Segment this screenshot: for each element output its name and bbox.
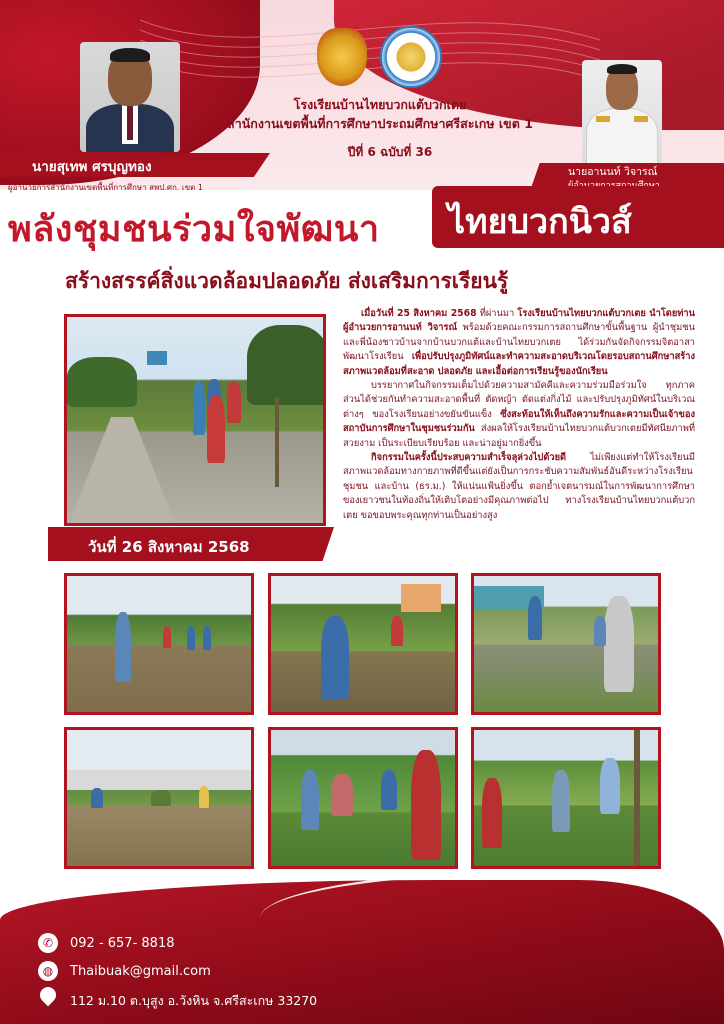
school-name-line1: โรงเรียนบ้านไทยบวกแต้บวกเตย bbox=[293, 97, 467, 112]
article-bold: เพื่อปรับปรุงภูมิทัศน์และทำความสะอาดบริเวณโดยรอบสถานศึกษาสร้างสภาพแวดล้อมที่สะอาด ปลอดภัย และเอื้อต่อการเรียนรู้ของนักเรียน bbox=[343, 351, 695, 377]
article-text: ที่ผ่านมา bbox=[476, 308, 518, 319]
phone-icon: ✆ bbox=[38, 933, 58, 953]
article-text: บรรยากาศในกิจกรรมเต็มไปด้วยความสามัคคีและความร่วมมือร่วมใจ ทุกภาคส่วนได้ช่วยกันทำความสะอาดพื้นที่ ตัดหญ้า ตัดแต่งกิ่งไม้ และปรับปรุงภูมิทัศน์ในบริเวณต่างๆ ของโรงเรียนอย่างขยันขันแข็ง bbox=[343, 380, 695, 420]
article-date-bold: เมื่อวันที่ 25 สิงหาคม 2568 bbox=[361, 308, 477, 319]
school-name-line2: สำนักงานเขตพื้นที่การศึกษาประถมศึกษาศรีสะเกษ เขต 1 bbox=[227, 116, 533, 131]
footer-email[interactable]: Thaibuak@gmail.com bbox=[70, 964, 211, 979]
left-person-name: นายสุเทพ ศรบุญทอง bbox=[32, 159, 152, 175]
activity-photo-3 bbox=[471, 573, 661, 715]
article-text: พร้อมด้วยคณะกรรมการสถานศึกษาขั้นพื้นฐาน ผู้นำชุมชน และพี่น้องชาวบ้านจากบ้านบวกแต้และบ้านไทยบวกเตย ได้ร่วมกันจัดกิจกรรมจิตอาสาพัฒนาโรงเรียน bbox=[343, 322, 695, 363]
globe-icon: ◍ bbox=[38, 961, 58, 981]
article-text: ไม่เพียงแต่ทำให้โรงเรียนมีสภาพแวดล้อมทางกายภาพที่ดีขึ้นแต่ยังเป็นการกระชับความสัมพันธ์อันดีระหว่างโรงเรียน ชุมชน และบ้าน (ธร.ม.) ให้แน่นแฟ้นยิ่งขึ้น ตอกย้ำเจตนารมณ์ในการพัฒนาการศึกษาของเยาวชนในท้องถิ่นให้เติบโตอย่างมีคุณภาพต่อไป ทางโรงเรียนบ้านไทยบวกแต้บวกเตย ขอขอบพระคุณทุกท่านเป็นอย่างสูง bbox=[343, 452, 695, 521]
footer-address: 112 ม.10 ต.บุสูง อ.วังหิน จ.ศรีสะเกษ 33270 bbox=[70, 993, 318, 1008]
activity-photo-2 bbox=[268, 573, 458, 715]
article-body bbox=[343, 307, 695, 523]
article-text: ส่งผลให้โรงเรียนบ้านไทยบวกแต้บวกเตยมีทัศนียภาพที่สวยงาม เป็นระเบียบเรียบร้อย และน่าอยู่มากยิ่งขึ้น bbox=[343, 423, 695, 449]
article-bold: กิจกรรมในครั้งนี้ประสบความสำเร็จลุล่วงไปด้วยดี bbox=[371, 452, 567, 464]
activity-photo-1 bbox=[64, 573, 254, 715]
activity-date: วันที่ 26 สิงหาคม 2568 bbox=[88, 538, 250, 556]
brand-title: ไทยบวกนิวส์ bbox=[448, 202, 632, 242]
footer-phone[interactable]: 092 - 657- 8818 bbox=[70, 936, 175, 951]
article-bold: โรงเรียนบ้านไทยบวกแต้บวกเตย นำโดยท่านผู้อำนวยการอานนท์ วิจารณ์ bbox=[343, 308, 695, 334]
activity-photo-5 bbox=[268, 727, 458, 869]
headline: พลังชุมชนร่วมใจพัฒนา bbox=[8, 209, 380, 250]
right-person-name: นายอานนท์ วิจารณ์ bbox=[568, 166, 658, 178]
main-activity-photo bbox=[64, 314, 326, 526]
portrait-director-area bbox=[80, 42, 180, 152]
article-paragraph-2 bbox=[343, 379, 695, 451]
article-paragraph-3 bbox=[343, 451, 695, 523]
article-bold: ซึ่งสะท้อนให้เห็นถึงความรักและความเป็นเจ้าของสถาบันการศึกษาในชุมชนร่วมกัน bbox=[343, 408, 695, 435]
portrait-school-director bbox=[582, 60, 662, 164]
school-seal-logo bbox=[380, 26, 442, 88]
left-person-role: ผู้อำนวยการสำนักงานเขตพื้นที่การศึกษา สพป.ศก. เขต 1 bbox=[8, 183, 203, 192]
activity-photo-4 bbox=[64, 727, 254, 869]
school-name bbox=[200, 95, 560, 133]
article-paragraph-1 bbox=[343, 307, 695, 379]
subheadline: สร้างสรรค์สิ่งแวดล้อมปลอดภัย ส่งเสริมการเรียนรู้ bbox=[65, 269, 509, 293]
activity-photo-6 bbox=[471, 727, 661, 869]
issue-number: ปีที่ 6 ฉบับที่ 36 bbox=[347, 145, 433, 159]
obec-emblem-logo bbox=[317, 28, 367, 86]
